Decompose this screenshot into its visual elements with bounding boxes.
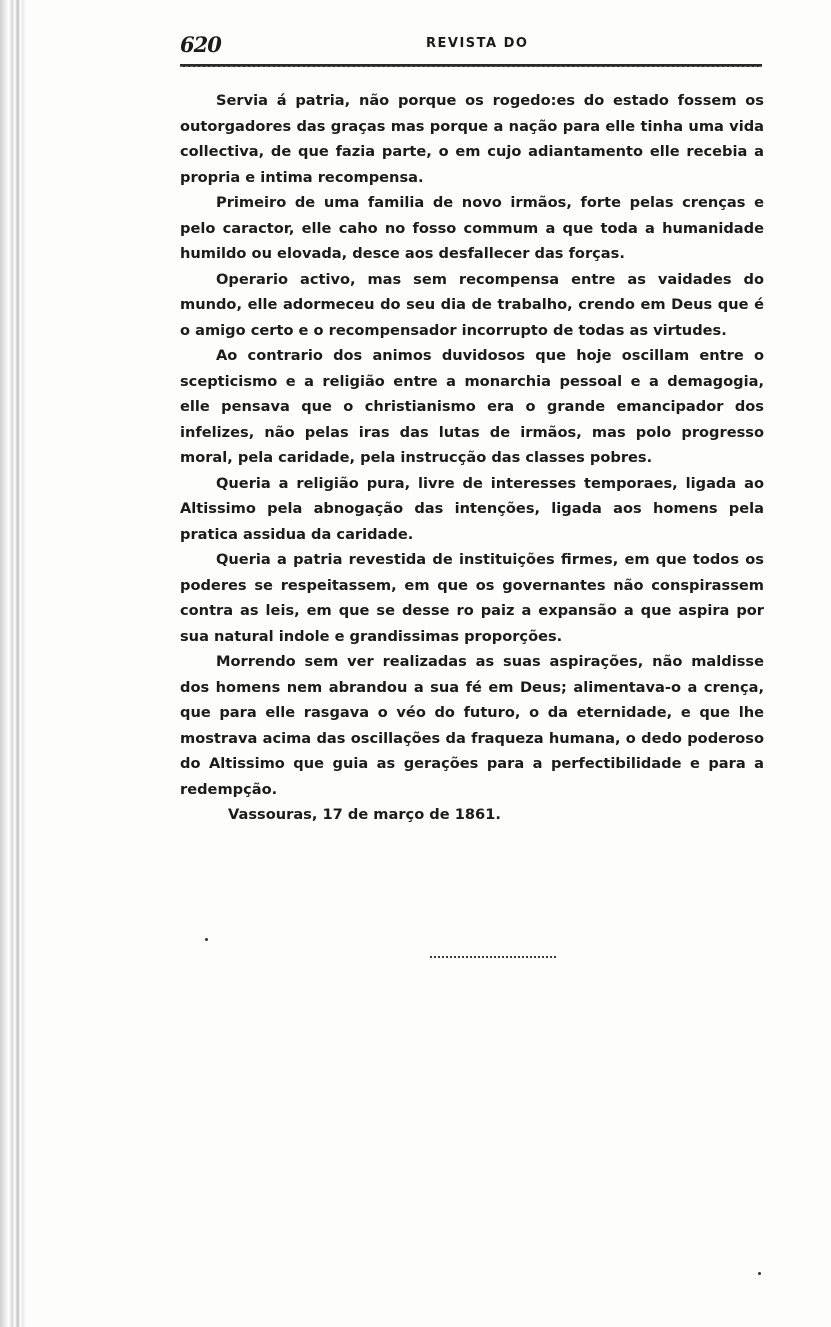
paragraph-4: Ao contrario dos animos duvidosos que hoje oscillam entre o scepticismo e a religião entre a monarchia pessoal e a demagogia, elle pensava que o christianismo era o grande emancipador dos infelizes, não pelas iras das lutas de irmãos, mas polo progresso moral, pela caridade, pela instrucção das classes pobres.: [180, 347, 764, 466]
dateline-signature: Vassouras, 17 de março de 1861.: [228, 806, 501, 823]
journal-title: REVISTA DO: [426, 36, 529, 51]
paragraph-7: Morrendo sem ver realizadas as suas aspirações, não maldisse dos homens nem abrandou a sua fé em Deus; alimentava-o a crença, que para elle rasgava o véo do futuro, o da eternidade, e que lhe mostrava acima das oscillações da fraqueza humana, o dedo poderoso do Altissimo que guia as gerações para a perfectibilidade e para a redempção.: [180, 653, 764, 798]
paragraph-6: Queria a patria revestida de instituições firmes, em que todos os poderes se respeitassem, em que os governantes não conspirassem contra as leis, em que se desse ro paiz a expansão a que aspira por sua natural indole e grandissimas proporções.: [180, 551, 764, 645]
end-rule: [430, 956, 556, 958]
running-head: [180, 30, 762, 70]
paragraph-2: Primeiro de uma familia de novo irmãos, forte pelas crenças e pelo caractor, elle caho no fosso commum a que toda a humanidade humildo ou elovada, desce aos desfallecer das forças.: [180, 194, 764, 262]
binding-edge: [0, 0, 26, 1327]
page-number: 620: [180, 32, 221, 57]
scan-speck: [758, 1272, 761, 1275]
paragraph-1: Servia á patria, não porque os rogedo:es do estado fossem os outorgadores das graças mas porque a nação para elle tinha uma vida collectiva, de que fazia parte, o em cujo adiantamento elle recebia a propria e intima recompensa.: [180, 92, 764, 186]
header-rule: [180, 64, 762, 67]
body-text: [180, 88, 764, 828]
paragraph-5: Queria a religião pura, livre de interesses temporaes, ligada ao Altissimo pela abnogação das intenções, ligada aos homens pela pratica assidua da caridade.: [180, 474, 764, 543]
paragraph-3: Operario activo, mas sem recompensa entre as vaidades do mundo, elle adormeceu do seu dia de trabalho, crendo em Deus que é o amigo certo e o recompensador incorrupto de todas as virtudes.: [180, 270, 764, 339]
scan-speck: [205, 938, 208, 941]
